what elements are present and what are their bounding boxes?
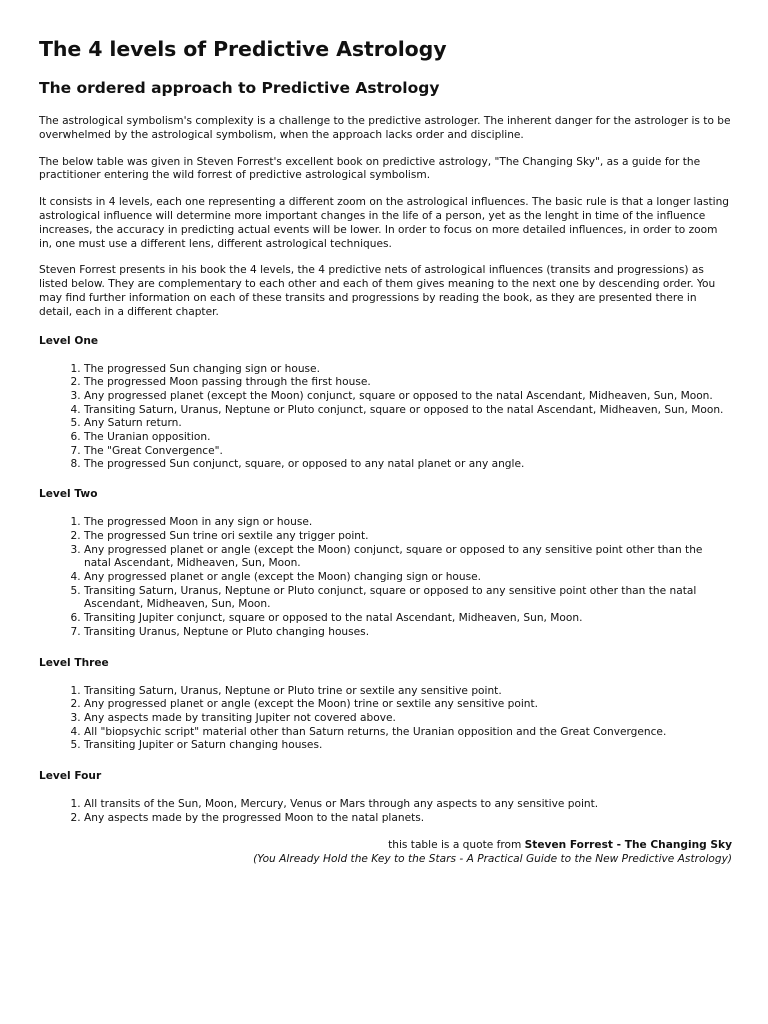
list-item: 4. All "biopsychic script" material other than Saturn returns, the Uranian opposition and the Great Convergence. bbox=[84, 726, 732, 740]
list-item: 2. Any progressed planet or angle (except the Moon) trine or sextile any sensitive point. bbox=[84, 698, 732, 712]
nets-paragraph: Steven Forrest presents in his book the 4 levels, the 4 predictive nets of astrological influences (transits and progressions) as listed below. They are complementary to each other and each of them gives meaning to the next one by descending order. You may find further information on each of these transits and progressions by reading the book, as they are presented there in detail, each in a different chapter. bbox=[39, 264, 716, 318]
list-item: 2. The progressed Sun trine ori sextile any trigger point. bbox=[84, 530, 732, 544]
list-item: 5. Transiting Saturn, Uranus, Neptune or Pluto conjunct, square or opposed to any sensitive point other than the natal Ascendant, Midheaven, Sun, Moon. bbox=[84, 585, 732, 612]
level-four-list bbox=[39, 798, 732, 825]
list-item: 1. The progressed Moon in any sign or house. bbox=[84, 516, 732, 530]
list-item: 2. Any aspects made by the progressed Moon to the natal planets. bbox=[84, 812, 732, 826]
list-item: 4. Transiting Saturn, Uranus, Neptune or Pluto conjunct, square or opposed to the natal Ascendant, Midheaven, Sun, Moon. bbox=[84, 404, 732, 418]
list-item: 8. The progressed Sun conjunct, square, or opposed to any natal planet or any angle. bbox=[84, 458, 732, 472]
list-item: 6. Transiting Jupiter conjunct, square or opposed to the natal Ascendant, Midheaven, Sun, Moon. bbox=[84, 612, 732, 626]
citation bbox=[39, 839, 732, 867]
source-paragraph: The below table was given in Steven Forrest's excellent book on predictive astrology, "The Changing Sky", as a guide for the practitioner entering the wild forrest of predictive astrological symbolism. bbox=[39, 155, 701, 182]
page-subtitle: The ordered approach to Predictive Astrology bbox=[39, 79, 440, 97]
levels-explanation-paragraph: It consists in 4 levels, each one representing a different zoom on the astrological influences. The basic rule is that a longer lasting astrological influence will determine more important changes in the life of a person, yet as the lenght in time of the influence increases, the accuracy in predicting actual events will be lower. In order to focus on more detailed influences, in order to zoom in, one must use a different lens, different astrological techniques. bbox=[39, 196, 730, 250]
list-item: 3. Any progressed planet (except the Moon) conjunct, square or opposed to the natal Ascendant, Midheaven, Sun, Moon. bbox=[84, 390, 732, 404]
list-item: 2. The progressed Moon passing through the first house. bbox=[84, 376, 732, 390]
citation-source: Steven Forrest - The Changing Sky bbox=[524, 839, 732, 852]
list-item: 1. The progressed Sun changing sign or house. bbox=[84, 363, 732, 377]
level-two-list bbox=[39, 516, 732, 639]
citation-prefix: this table is a quote from bbox=[388, 839, 525, 852]
list-item: 5. Transiting Jupiter or Saturn changing houses. bbox=[84, 739, 732, 753]
citation-subtitle: (You Already Hold the Key to the Stars - A Practical Guide to the New Predictive Astrology) bbox=[253, 853, 732, 866]
level-one-heading: Level One bbox=[39, 334, 99, 347]
level-four-heading: Level Four bbox=[39, 770, 102, 783]
list-item: 1. All transits of the Sun, Moon, Mercury, Venus or Mars through any aspects to any sensitive point. bbox=[84, 798, 732, 812]
list-item: 5. Any Saturn return. bbox=[84, 417, 732, 431]
list-item: 3. Any progressed planet or angle (except the Moon) conjunct, square or opposed to any sensitive point other than the natal Ascendant, Midheaven, Sun, Moon. bbox=[84, 544, 732, 571]
list-item: 4. Any progressed planet or angle (except the Moon) changing sign or house. bbox=[84, 571, 732, 585]
list-item: 7. Transiting Uranus, Neptune or Pluto changing houses. bbox=[84, 626, 732, 640]
intro-paragraph: The astrological symbolism's complexity is a challenge to the predictive astrologer. The inherent danger for the astrologer is to be overwhelmed by the astrological symbolism, when the approach lacks order and discipline. bbox=[39, 115, 731, 141]
list-item: 7. The "Great Convergence". bbox=[84, 445, 732, 459]
list-item: 6. The Uranian opposition. bbox=[84, 431, 732, 445]
level-three-heading: Level Three bbox=[39, 656, 109, 669]
list-item: 1. Transiting Saturn, Uranus, Neptune or Pluto trine or sextile any sensitive point. bbox=[84, 685, 732, 699]
page-title: The 4 levels of Predictive Astrology bbox=[39, 37, 447, 61]
level-two-heading: Level Two bbox=[39, 488, 98, 501]
level-three-list bbox=[39, 685, 732, 754]
list-item: 3. Any aspects made by transiting Jupiter not covered above. bbox=[84, 712, 732, 726]
level-one-list bbox=[39, 363, 732, 473]
citation-line bbox=[39, 839, 732, 853]
